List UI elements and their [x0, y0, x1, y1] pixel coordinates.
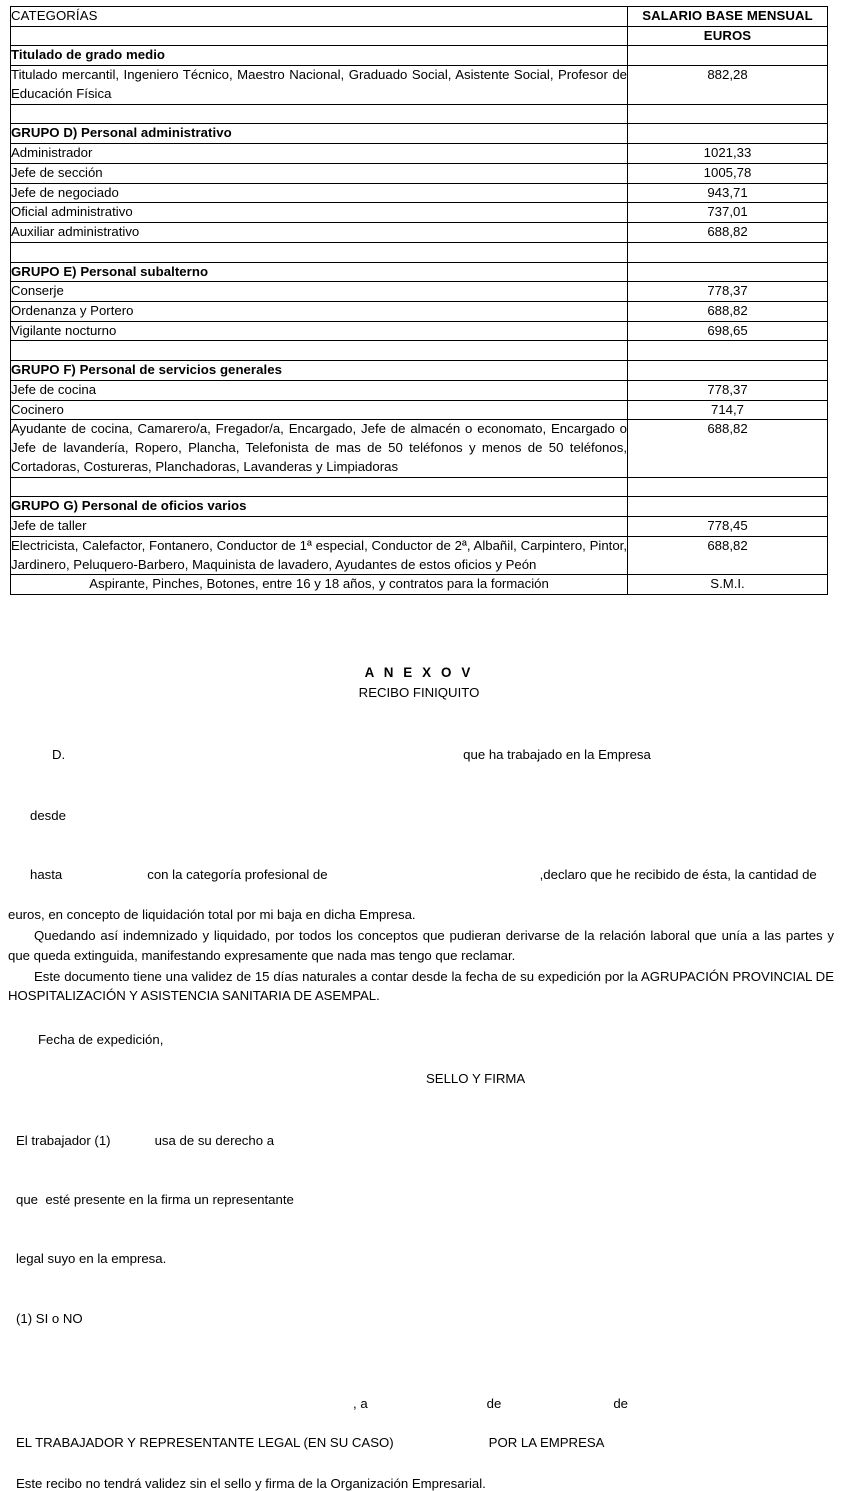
- table-cell-salary: [628, 262, 828, 282]
- table-row: [11, 163, 828, 183]
- table-cell-salary: [628, 46, 828, 66]
- trabajador-line-3: legal suyo en la empresa.: [16, 1251, 167, 1267]
- receipt-document: [0, 652, 844, 1491]
- table-cell-category: Electricista, Calefactor, Fontanero, Conductor de 1ª especial, Conductor de 2ª, Albañil, Carpintero, Pintor, Jardinero, Peluquero-Barbero, Maquinista de lavadero, Ayudantes de estos oficios y Peón: [11, 536, 628, 574]
- table-cell-salary: [628, 242, 828, 262]
- line-euros: euros, en concepto de liquidación total por mi baja en dicha Empresa.: [8, 907, 416, 923]
- receipt-paragraphs: [0, 726, 844, 1491]
- table-cell-salary: 882,28: [628, 66, 828, 104]
- header-cell-salario: SALARIO BASE MENSUAL: [628, 7, 828, 27]
- fecha-expedicion-label: Fecha de expedición,: [38, 1031, 164, 1047]
- table-row: [11, 321, 828, 341]
- label-hasta: hasta: [29, 866, 63, 882]
- table-cell-category: Aspirante, Pinches, Botones, entre 16 y 18 años, y contratos para la formación: [11, 575, 628, 595]
- table-cell-category: Ayudante de cocina, Camarero/a, Fregador/a, Encargado, Jefe de almacén o economato, Encargado o Jefe de lavandería, Ropero, Plancha, Telefonista de mas de 50 teléfonos y menos de 50 teléfonos, Cortadoras, Costureras, Planchadoras, Lavanderas y Limpiadoras: [11, 420, 628, 477]
- table-row: [11, 282, 828, 302]
- table-cell-empty: [11, 341, 628, 361]
- table-cell-category: Jefe de cocina: [11, 380, 628, 400]
- table-cell-salary: 737,01: [628, 203, 828, 223]
- table-cell-category: Oficial administrativo: [11, 203, 628, 223]
- table-subheader-row: [11, 26, 828, 46]
- trabajador-usa-derecho: usa de su derecho a: [154, 1132, 275, 1148]
- table-cell-category: Administrador: [11, 144, 628, 164]
- table-cell-salary: 778,37: [628, 380, 828, 400]
- table-cell-salary: [628, 477, 828, 497]
- footer-note: Este recibo no tendrá validez sin el sello y firma de la Organización Empresarial.: [16, 1476, 486, 1491]
- label-categoria-profesional: con la categoría profesional de: [147, 866, 328, 882]
- table-cell-salary: [628, 104, 828, 124]
- salary-table-body: [11, 7, 828, 595]
- table-cell-empty: [11, 242, 628, 262]
- table-cell-salary: [628, 497, 828, 517]
- trabajador-line-2: que esté presente en la firma un representante: [16, 1191, 294, 1207]
- table-cell-salary: [628, 361, 828, 381]
- table-group-row: [11, 46, 828, 66]
- table-cell-salary: 714,7: [628, 400, 828, 420]
- date-de-month: de: [486, 1396, 502, 1412]
- table-cell-category: Titulado mercantil, Ingeniero Técnico, Maestro Nacional, Graduado Social, Asistente Social, Profesor de Educación Física: [11, 66, 628, 104]
- table-row: [11, 380, 828, 400]
- trabajador-declaration: [8, 1091, 834, 1368]
- table-row: [11, 183, 828, 203]
- salary-table: [10, 6, 828, 595]
- table-cell-category: Vigilante nocturno: [11, 321, 628, 341]
- table-cell-group-title: GRUPO F) Personal de servicios generales: [11, 361, 628, 381]
- table-cell-salary: S.M.I.: [628, 575, 828, 595]
- para-quedando: Quedando así indemnizado y liquidado, por todos los conceptos que pudieran derivarse de la relación laboral que unía a las partes y que queda extinguida, manifestando expresamente que nada mas tengo que reclamar.: [8, 928, 834, 963]
- subheader-cell-euros: EUROS: [628, 26, 828, 46]
- table-cell-salary: 688,82: [628, 536, 828, 574]
- line-desde: [8, 786, 834, 843]
- table-spacer-row: [11, 104, 828, 124]
- table-cell-salary: [628, 341, 828, 361]
- table-group-row: [11, 124, 828, 144]
- table-cell-salary: 1021,33: [628, 144, 828, 164]
- table-cell-category: Jefe de taller: [11, 517, 628, 537]
- label-desde: desde: [29, 807, 66, 823]
- table-spacer-row: [11, 477, 828, 497]
- table-row: [11, 302, 828, 322]
- table-cell-group-title: GRUPO E) Personal subalterno: [11, 262, 628, 282]
- table-cell-salary: 688,82: [628, 223, 828, 243]
- table-row: [11, 66, 828, 104]
- table-row: [11, 203, 828, 223]
- table-cell-salary: 943,71: [628, 183, 828, 203]
- date-de-year: de: [613, 1396, 629, 1412]
- label-declaro-recibido: ,declaro que he recibido de ésta, la cantidad de: [539, 866, 817, 882]
- signer-company-label: POR LA EMPRESA: [488, 1435, 605, 1451]
- table-cell-salary: 688,82: [628, 420, 828, 477]
- salary-table-container: [10, 6, 827, 595]
- anexo-subtitle: RECIBO FINIQUITO: [358, 685, 480, 700]
- table-cell-category: Auxiliar administrativo: [11, 223, 628, 243]
- table-group-row: [11, 497, 828, 517]
- sello-y-firma-label: SELLO Y FIRMA: [426, 1070, 526, 1086]
- table-row: [11, 575, 828, 595]
- table-group-row: [11, 262, 828, 282]
- trabajador-label: El trabajador (1): [16, 1132, 111, 1148]
- table-row: [11, 517, 828, 537]
- table-row: [11, 144, 828, 164]
- table-cell-salary: 778,37: [628, 282, 828, 302]
- table-cell-category: Jefe de sección: [11, 163, 628, 183]
- table-spacer-row: [11, 341, 828, 361]
- table-row: [11, 223, 828, 243]
- table-cell-salary: 688,82: [628, 302, 828, 322]
- table-cell-group-title: GRUPO D) Personal administrativo: [11, 124, 628, 144]
- table-row: [11, 420, 828, 477]
- table-cell-category: Ordenanza y Portero: [11, 302, 628, 322]
- line-hasta: [8, 846, 834, 903]
- table-cell-empty: [11, 477, 628, 497]
- table-cell-group-title: Titulado de grado medio: [11, 46, 628, 66]
- table-cell-salary: 698,65: [628, 321, 828, 341]
- table-row: [11, 536, 828, 574]
- table-cell-empty: [11, 104, 628, 124]
- date-comma-a: , a: [353, 1396, 368, 1412]
- table-cell-salary: 1005,78: [628, 163, 828, 183]
- date-placeholder-line: [8, 1396, 834, 1411]
- label-d: D.: [51, 747, 66, 763]
- header-cell-categorias: CATEGORÍAS: [11, 7, 628, 27]
- trabajador-footnote: (1) SI o NO: [16, 1310, 83, 1326]
- signature-line: [8, 1435, 834, 1450]
- table-cell-salary: [628, 124, 828, 144]
- table-group-row: [11, 361, 828, 381]
- table-header-row: [11, 7, 828, 27]
- table-cell-salary: 778,45: [628, 517, 828, 537]
- table-cell-category: Cocinero: [11, 400, 628, 420]
- table-cell-category: Conserje: [11, 282, 628, 302]
- trabajador-line-1: [16, 1131, 834, 1151]
- anexo-title: A N E X O V: [364, 665, 474, 680]
- line-d: [8, 726, 834, 783]
- label-trabajado-empresa: que ha trabajado en la Empresa: [463, 747, 651, 763]
- subheader-cell-empty: [11, 26, 628, 46]
- signer-worker-label: EL TRABAJADOR Y REPRESENTANTE LEGAL (EN SU CASO): [16, 1435, 394, 1451]
- table-cell-group-title: GRUPO G) Personal de oficios varios: [11, 497, 628, 517]
- table-spacer-row: [11, 242, 828, 262]
- table-cell-category: Jefe de negociado: [11, 183, 628, 203]
- table-row: [11, 400, 828, 420]
- para-validez: Este documento tiene una validez de 15 días naturales a contar desde la fecha de su expedición por la AGRUPACIÓN PROVINCIAL DE HOSPITALIZACIÓN Y ASISTENCIA SANITARIA DE ASEMPAL.: [8, 968, 834, 1003]
